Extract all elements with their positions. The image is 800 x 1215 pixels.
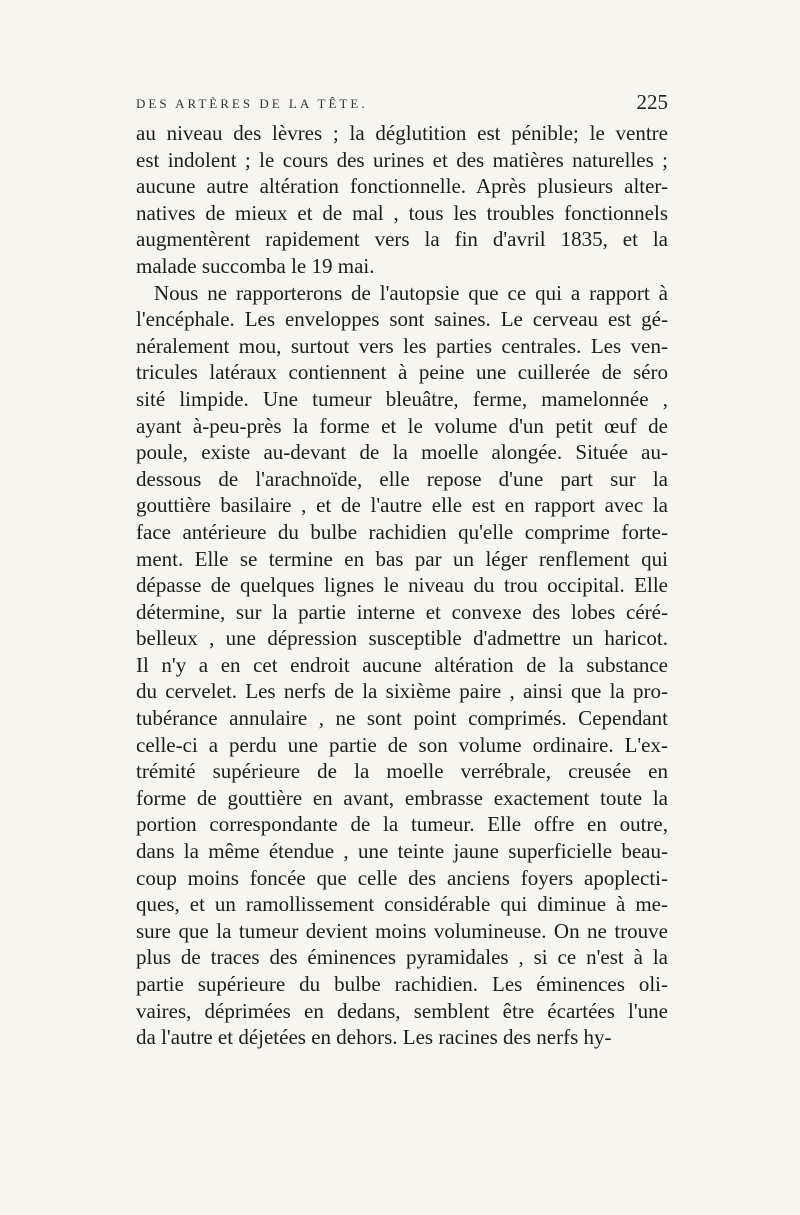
text-line: Il n'y a en cet endroit aucune altération de la substance (136, 652, 668, 677)
text-line: tricules latéraux contiennent à peine une cuillerée de séro (136, 360, 668, 385)
text-line: portion correspondante de la tumeur. Elle offre en outre, (136, 812, 668, 837)
text-line: partie supérieure du bulbe rachidien. Les éminences oli- (136, 972, 668, 996)
text-line: plus de traces des éminences pyramidales , si ce n'est à la (136, 945, 668, 970)
text-line: néralement mou, surtout vers les parties centrales. Les ven- (136, 333, 668, 358)
text-line: aucune autre altération fonctionnelle. Après plusieurs alter- (136, 174, 668, 199)
text-line: l'encéphale. Les enveloppes sont saines. Le cerveau est gé- (136, 307, 668, 332)
text-line: natives de mieux et de mal , tous les troubles fonctionnels (136, 200, 668, 225)
text-line: tubérance annulaire , ne sont point comprimés. Cependant (136, 706, 668, 731)
text-line: da l'autre et déjetées en dehors. Les racines des nerfs hy- (136, 1025, 612, 1050)
text-line: face antérieure du bulbe rachidien qu'elle comprime forte- (136, 519, 668, 544)
text-line: du cervelet. Les nerfs de la sixième paire , ainsi que la pro- (136, 679, 668, 704)
text-line: dépasse de quelques lignes le niveau du trou occipital. Elle (136, 573, 668, 598)
text-line: poule, existe au-devant de la moelle alongée. Située au- (136, 440, 668, 465)
page-number: 225 (636, 90, 668, 114)
text-line: Nous ne rapporterons de l'autopsie que ce qui a rapport à (154, 280, 668, 305)
text-line: ques, et un ramollissement considérable qui diminue à me- (136, 892, 668, 917)
text-line: ayant à-peu-près la forme et le volume d'un petit œuf de (136, 413, 668, 438)
text-line: au niveau des lèvres ; la déglutition est pénible; le ventre (136, 121, 668, 145)
text-line: sité limpide. Une tumeur bleuâtre, ferme, mamelonnée , (136, 386, 668, 411)
text-line: est indolent ; le cours des urines et des matières naturelles ; (136, 147, 668, 172)
body-text (136, 120, 668, 1051)
text-line: détermine, sur la partie interne et convexe des lobes céré- (136, 599, 668, 624)
text-line: ment. Elle se termine en bas par un léger renflement qui (136, 546, 668, 571)
text-line: coup moins foncée que celle des anciens foyers apoplecti- (136, 865, 668, 890)
text-line: dans la même étendue , une teinte jaune superficielle beau- (136, 839, 668, 864)
text-line: augmentèrent rapidement vers la fin d'avril 1835, et la (136, 227, 668, 252)
text-line: trémité supérieure de la moelle verrébrale, creusée en (136, 759, 668, 784)
text-line: celle-ci a perdu une partie de son volume ordinaire. L'ex- (136, 732, 668, 757)
text-line: gouttière basilaire , et de l'autre elle est en rapport avec la (136, 493, 668, 518)
text-line: forme de gouttière en avant, embrasse exactement toute la (136, 785, 668, 810)
text-line: sure que la tumeur devient moins volumineuse. On ne trouve (136, 918, 668, 943)
text-line: malade succomba le 19 mai. (136, 253, 375, 278)
page-header (0, 90, 668, 122)
text-line: vaires, déprimées en dedans, semblent être écartées l'une (136, 998, 668, 1023)
text-line: dessous de l'arachnoïde, elle repose d'une part sur la (136, 466, 668, 491)
text-line: belleux , une dépression susceptible d'admettre un haricot. (136, 626, 668, 651)
running-title: DES ARTÈRES DE LA TÊTE. (136, 96, 368, 111)
